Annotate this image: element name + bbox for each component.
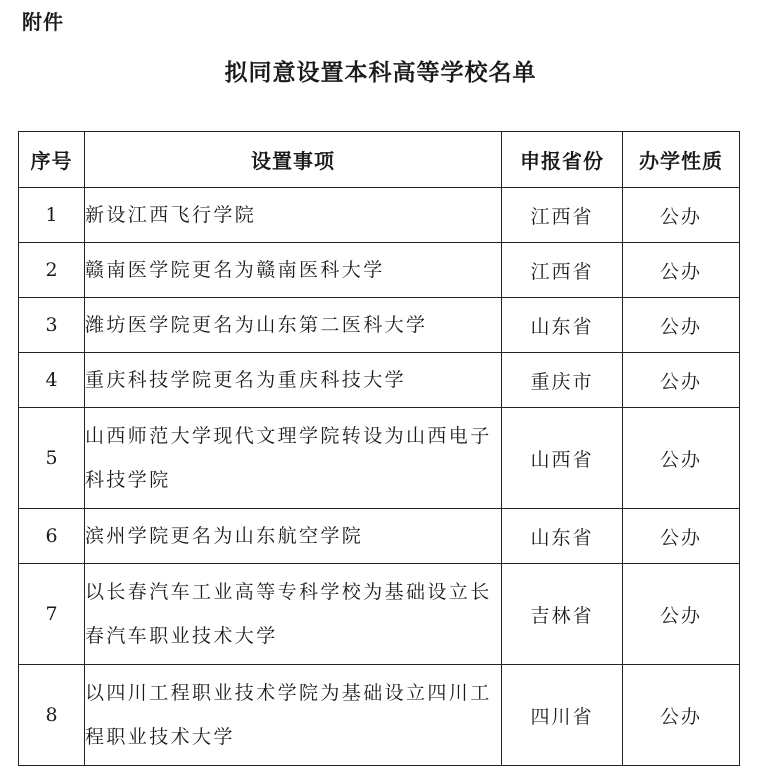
row-seq: 4 [19, 353, 85, 408]
row-province: 山东省 [502, 509, 623, 564]
table-row [19, 298, 740, 353]
table-row [19, 188, 740, 243]
row-nature: 公办 [623, 353, 740, 408]
attachment-label: 附件 [22, 10, 64, 34]
row-province: 四川省 [502, 665, 623, 766]
table-row [19, 665, 740, 766]
row-item: 以四川工程职业技术学院为基础设立四川工程职业技术大学 [85, 665, 502, 766]
header-item: 设置事项 [85, 132, 502, 188]
header-seq: 序号 [19, 132, 85, 188]
row-province: 山西省 [502, 408, 623, 509]
row-item: 以长春汽车工业高等专科学校为基础设立长春汽车职业技术大学 [85, 564, 502, 665]
header-nature: 办学性质 [623, 132, 740, 188]
row-seq: 7 [19, 564, 85, 665]
page-title: 拟同意设置本科高等学校名单 [224, 60, 537, 86]
table-row [19, 353, 740, 408]
university-list-table [18, 131, 740, 766]
row-province: 江西省 [502, 188, 623, 243]
row-seq: 6 [19, 509, 85, 564]
row-nature: 公办 [623, 408, 740, 509]
row-seq: 3 [19, 298, 85, 353]
row-item: 潍坊医学院更名为山东第二医科大学 [85, 298, 502, 353]
header-row [19, 132, 740, 188]
row-seq: 5 [19, 408, 85, 509]
row-item: 山西师范大学现代文理学院转设为山西电子科技学院 [85, 408, 502, 509]
table-row [19, 509, 740, 564]
row-item: 滨州学院更名为山东航空学院 [85, 509, 502, 564]
row-nature: 公办 [623, 298, 740, 353]
table-row [19, 408, 740, 509]
row-nature: 公办 [623, 243, 740, 298]
row-seq: 2 [19, 243, 85, 298]
row-item: 赣南医学院更名为赣南医科大学 [85, 243, 502, 298]
row-province: 重庆市 [502, 353, 623, 408]
row-province: 吉林省 [502, 564, 623, 665]
header-province: 申报省份 [502, 132, 623, 188]
table-body [19, 188, 740, 766]
row-nature: 公办 [623, 665, 740, 766]
row-seq: 1 [19, 188, 85, 243]
row-item: 新设江西飞行学院 [85, 188, 502, 243]
row-nature: 公办 [623, 188, 740, 243]
table-row [19, 564, 740, 665]
row-item: 重庆科技学院更名为重庆科技大学 [85, 353, 502, 408]
table-row [19, 243, 740, 298]
row-province: 江西省 [502, 243, 623, 298]
row-province: 山东省 [502, 298, 623, 353]
row-nature: 公办 [623, 509, 740, 564]
table-header [19, 132, 740, 188]
row-seq: 8 [19, 665, 85, 766]
row-nature: 公办 [623, 564, 740, 665]
